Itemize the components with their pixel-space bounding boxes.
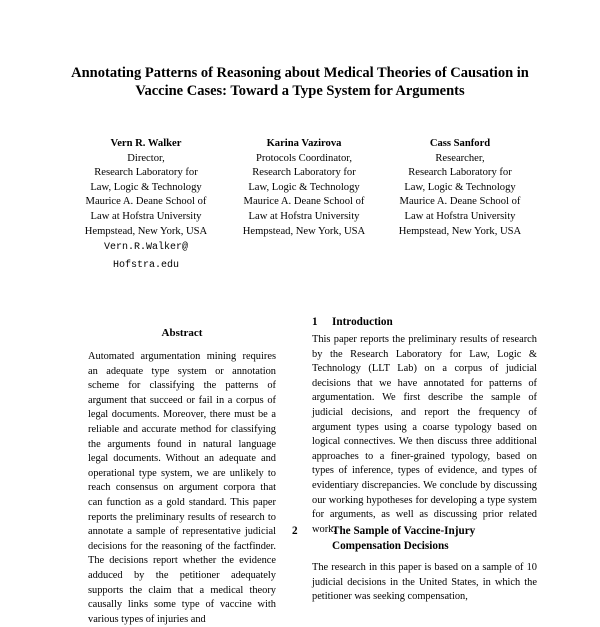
section-title: Introduction bbox=[332, 316, 393, 328]
paper-title: Annotating Patterns of Reasoning about Medical Theories of Causation in Vaccine Cases: Toward a Type System for Arguments bbox=[71, 65, 529, 99]
section-title: The Sample of Vaccine-Injury Compensation Decisions bbox=[332, 525, 476, 552]
affiliation-line: Law, Logic & Technology bbox=[248, 181, 360, 193]
author-email-line: Hofstra.edu bbox=[112, 260, 179, 272]
affiliation-line: Law at Hofstra University bbox=[248, 210, 360, 222]
affiliation-line: Law, Logic & Technology bbox=[90, 181, 202, 193]
section-heading bbox=[312, 315, 537, 330]
affiliation-line: Hempstead, New York, USA bbox=[242, 225, 366, 237]
author-block bbox=[66, 137, 226, 275]
affiliation-line: Law at Hofstra University bbox=[404, 210, 516, 222]
affiliation-line: Law at Hofstra University bbox=[90, 210, 202, 222]
affiliation-line: Law, Logic & Technology bbox=[404, 181, 516, 193]
affiliation-line: Hempstead, New York, USA bbox=[84, 225, 208, 237]
author-name: Vern R. Walker bbox=[110, 138, 182, 149]
affiliation-line: Research Laboratory for bbox=[252, 167, 356, 179]
affiliation-line: Maurice A. Deane School of bbox=[399, 196, 521, 208]
section-body: This paper reports the preliminary results of research by the Research Laboratory for Law, Logic & Technology (LLT Lab) on a corpus of judicial decisions that we have annotated for patterns of argumentation. We first describe the sample of judicial decisions, and report the frequency of argument types using a coarse typology based on logical connectives. We then discuss three additional approaches to a finer-grained typology, based on types of inference, types of evidence, and types of evidentiary discrepancies. We conclude by discussing our working hypotheses for developing a type system for arguments, as well as discussing prior related work. bbox=[312, 334, 537, 535]
author-name: Karina Vazirova bbox=[266, 138, 342, 149]
affiliation-line: Research Laboratory for bbox=[408, 167, 512, 179]
section-number: 2 bbox=[292, 525, 298, 537]
author-block bbox=[380, 137, 540, 239]
affiliation-line: Maurice A. Deane School of bbox=[85, 196, 207, 208]
abstract-text: Automated argumentation mining requires an adequate type system or annotation scheme for classifying the patterns of argument that succeed or fail in a corpus of legal documents. Moreover, there must be a reliable and accurate method for classifying the arguments found in natural language legal documents. Without an adequate and operational type system, we are unlikely to reach consensus on argument corpora that can function as a gold standard. This paper reports the preliminary results of research to annotate a sample of representative judicial decisions for the reasoning of the factfinder. The decisions report whether the evidence adduced by the petitioner adequately supports the claim that a medical theory causally links some type of vaccine with various types of injuries and bbox=[88, 351, 276, 625]
author-name: Cass Sanford bbox=[429, 138, 491, 149]
affiliation-line: Research Laboratory for bbox=[94, 167, 198, 179]
author-role: Protocols Coordinator, bbox=[255, 152, 353, 164]
author-role: Researcher, bbox=[435, 152, 485, 164]
section-number: 1 bbox=[312, 316, 318, 328]
section-heading bbox=[292, 524, 537, 554]
affiliation-line: Maurice A. Deane School of bbox=[243, 196, 365, 208]
abstract-heading: Abstract bbox=[161, 327, 203, 339]
author-email-line: Vern.R.Walker@ bbox=[103, 242, 188, 254]
section-body: The research in this paper is based on a sample of 10 judicial decisions in the United States, in which the petitioner was seeking compensation, bbox=[312, 562, 537, 603]
author-block bbox=[224, 137, 384, 239]
author-role: Director, bbox=[127, 152, 165, 164]
affiliation-line: Hempstead, New York, USA bbox=[398, 225, 522, 237]
